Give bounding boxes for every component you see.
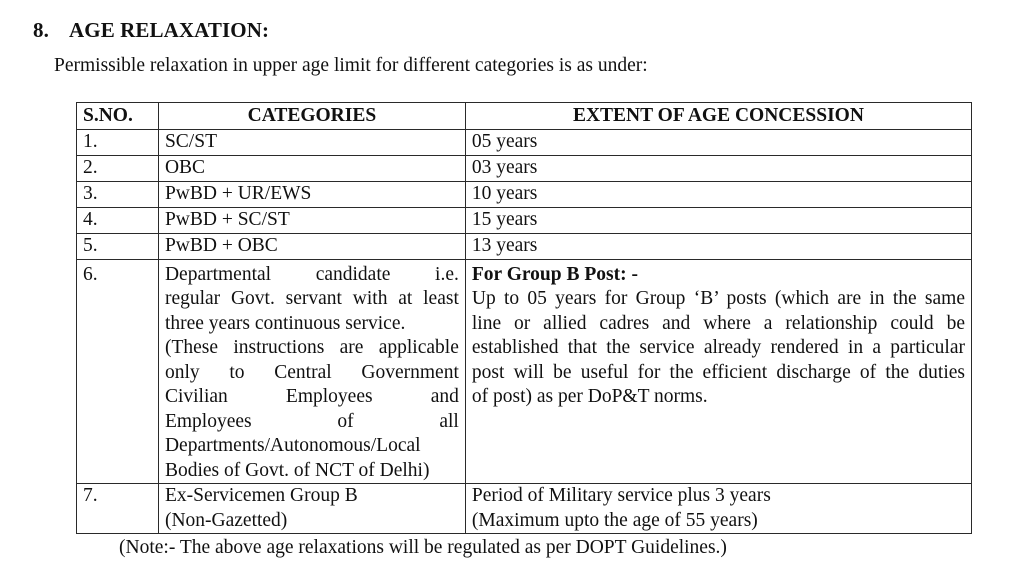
row-category: PwBD + SC/ST <box>158 207 465 233</box>
table-header-row <box>77 103 972 130</box>
table-row <box>77 155 972 181</box>
row-sno: 1. <box>77 129 159 155</box>
row-concession: Period of Military service plus 3 years (Maximum upto the age of 55 years) <box>465 484 971 534</box>
table-row <box>77 129 972 155</box>
row-sno: 3. <box>77 181 159 207</box>
group-b-title: For Group B Post: - <box>471 263 638 285</box>
row-concession: For Group B Post: - Up to 05 years for Group ‘B’ posts (which are in the same line or allied cadres and where a relationship could be established that the service already rendered in a particular post will be useful for the efficient discharge of the duties of post) as per DoP&T norms. <box>465 259 971 484</box>
row-sno: 7. <box>77 484 159 534</box>
row-concession: 03 years <box>465 155 971 181</box>
table-row <box>77 233 972 259</box>
section-heading <box>33 18 269 43</box>
row-concession: 05 years <box>465 129 971 155</box>
table-row <box>77 207 972 233</box>
age-relaxation-table <box>76 102 972 534</box>
row-sno: 4. <box>77 207 159 233</box>
row-category: PwBD + UR/EWS <box>158 181 465 207</box>
row-sno: 5. <box>77 233 159 259</box>
section-number: 8. <box>33 18 49 42</box>
row-category: Ex-Servicemen Group B (Non-Gazetted) <box>158 484 465 534</box>
row-category: OBC <box>158 155 465 181</box>
row-sno: 2. <box>77 155 159 181</box>
table-row-departmental <box>77 259 972 484</box>
row-category: SC/ST <box>158 129 465 155</box>
row-concession: 15 years <box>465 207 971 233</box>
row-category: PwBD + OBC <box>158 233 465 259</box>
footnote: (Note:- The above age relaxations will be regulated as per DOPT Guidelines.) <box>119 537 727 558</box>
header-categories: CATEGORIES <box>158 103 465 130</box>
header-sno: S.NO. <box>77 103 159 130</box>
intro-text: Permissible relaxation in upper age limit for different categories is as under: <box>54 55 648 76</box>
table-row-ex-servicemen <box>77 484 972 534</box>
section-title: AGE RELAXATION: <box>69 18 270 42</box>
row-concession: 13 years <box>465 233 971 259</box>
table-row <box>77 181 972 207</box>
row-concession: 10 years <box>465 181 971 207</box>
header-concession: EXTENT OF AGE CONCESSION <box>465 103 971 130</box>
row-sno: 6. <box>77 259 159 484</box>
row-category: Departmental candidate i.e. regular Govt. servant with at least three years continuous service. (These instructions are applicable only to Central Government Civilian Employees and Employees of all Departments/Autonomous/Local Bodies of Govt. of NCT of Delhi) <box>158 259 465 484</box>
